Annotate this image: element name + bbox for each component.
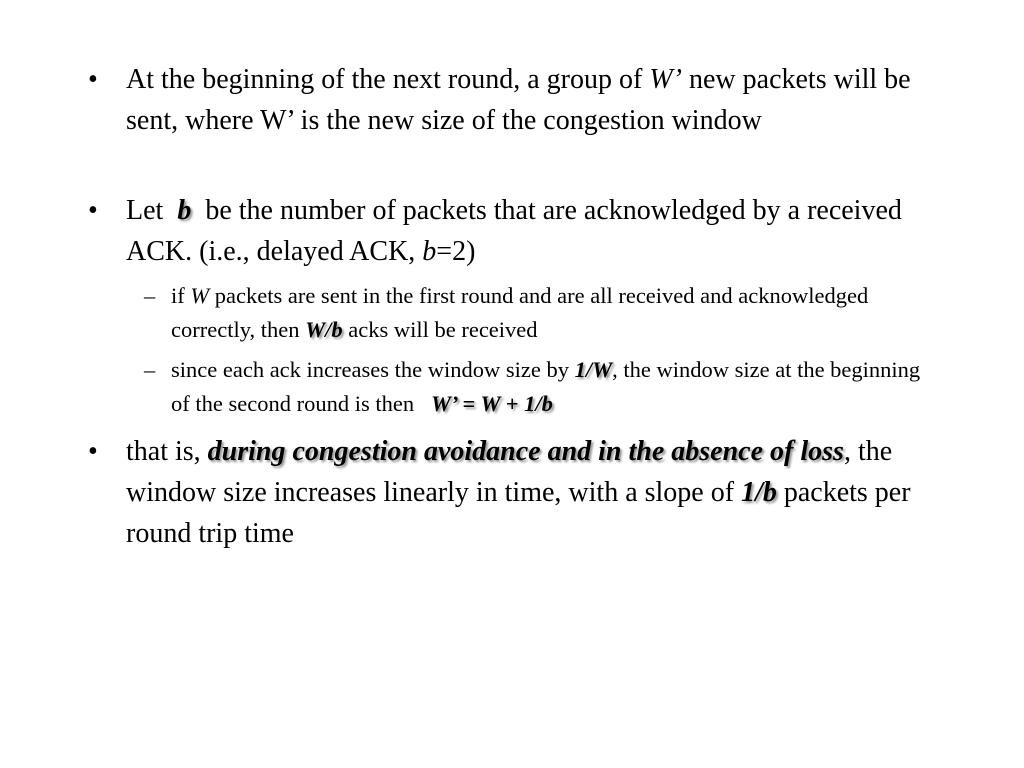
bullet-text: At the beginning of the next round, a group of <box>126 64 650 95</box>
variable-w: W <box>190 283 210 308</box>
variable-b-italic: b <box>422 236 437 267</box>
expression-w-over-b: W/b <box>305 317 343 342</box>
bullet-2 <box>88 190 936 272</box>
bullet-text: be the number of packets that are acknowledged by a received ACK. (i.e., delayed ACK, <box>126 195 908 267</box>
sub-bullet-text: packets are sent in the first round and are all received and acknowledged correctly, then <box>171 283 869 342</box>
formula-window-update: W’ = W + 1/b <box>430 391 553 416</box>
variable-w-prime: W’ <box>649 64 682 95</box>
bullet-text: Let <box>126 195 178 226</box>
sub-bullet-text: since each ack increases the window size by <box>171 357 575 382</box>
bullet-marker: • <box>88 195 98 226</box>
expression-one-over-b: 1/b <box>741 477 777 508</box>
bullet-text: =2) <box>436 236 476 267</box>
sub-bullet-marker: – <box>144 357 156 382</box>
emphasis-congestion-avoidance: during congestion avoidance and in the absence of loss <box>207 436 844 467</box>
sub-bullet-text: if <box>171 283 191 308</box>
sub-bullet-text: acks will be received <box>342 317 538 342</box>
bullet-text: that is, <box>126 436 208 467</box>
variable-b: b <box>177 195 192 226</box>
sub-bullet-2 <box>144 353 941 421</box>
bullet-marker: • <box>88 64 98 95</box>
sub-bullet-text: , the window size at the beginning of the second round is then <box>171 357 926 416</box>
bullet-3 <box>88 431 936 554</box>
bullet-text: packets per round trip time <box>126 477 911 549</box>
bullet-text: new packets will be sent, where W’ is the new size of the congestion window <box>126 64 911 136</box>
sub-bullet-marker: – <box>144 283 156 308</box>
bullet-marker: • <box>88 436 98 467</box>
bullet-text: , the window size increases linearly in time, with a slope of <box>126 436 893 508</box>
bullet-1 <box>88 59 936 141</box>
expression-one-over-w: 1/W <box>574 357 613 382</box>
sub-bullet-1 <box>144 279 941 347</box>
